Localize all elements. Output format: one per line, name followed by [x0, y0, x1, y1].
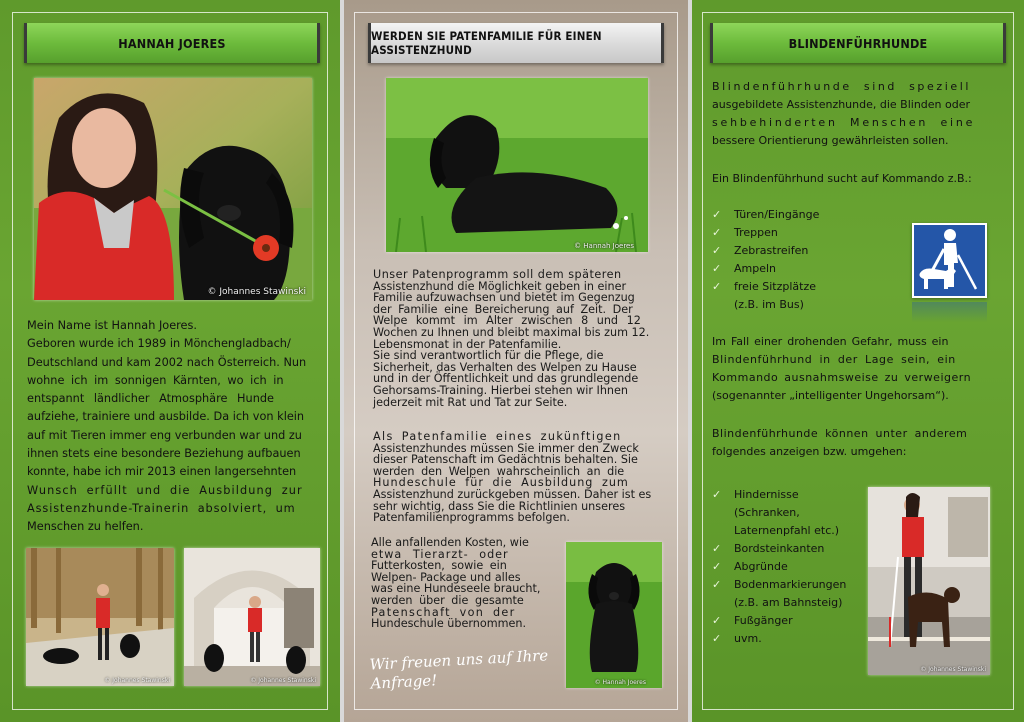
- text-line: Blindenführhunde sind speziell: [712, 80, 972, 93]
- check-icon: ✓: [712, 226, 722, 239]
- check-icon: ✓: [712, 280, 722, 293]
- panel-title: HANNAH JOERES: [24, 23, 320, 63]
- list-item-label: Laternenpfahl etc.): [734, 524, 840, 537]
- guide-dog-photo-illustration: [868, 487, 990, 675]
- text-line: werden über die gesamte: [371, 593, 524, 607]
- list-item-label: Hindernisse: [734, 488, 799, 501]
- text-line: Patenschaft von der: [371, 605, 516, 619]
- list-item: [712, 486, 872, 504]
- text-line: Sicherheit, das Verhalten des Welpen zu Hause: [373, 360, 637, 374]
- text-line: dieser Patenschaft im Gedächtnis behalten. Sie: [373, 453, 638, 467]
- list-item: [712, 260, 892, 278]
- photo-credit: © Johannes Stawinski: [250, 677, 316, 684]
- photo-archway-with-dogs: [184, 548, 320, 686]
- panel-blindenfuehrhunde: [692, 0, 1024, 722]
- text-line: Lebensmonat in der Patenfamilie.: [373, 337, 562, 351]
- photo-credit: © Hannah Joeres: [594, 679, 646, 686]
- text-line: und in der Öffentlichkeit und das grundlegende: [373, 372, 639, 386]
- walking-photo-illustration: [26, 548, 174, 686]
- text-line: (sogenannter „intelligenter Ungehorsam“).: [712, 389, 949, 402]
- list-item-label: Ampeln: [734, 262, 777, 275]
- list-item-label: Abgründe: [734, 560, 788, 573]
- list-item: [712, 630, 872, 648]
- text-line: der Familie eine Bereicherung auf Zeit. Der: [373, 302, 633, 316]
- list-item-continuation: [712, 504, 872, 522]
- text-line: sehbehinderten Menschen eine: [712, 116, 976, 129]
- danger-text: [712, 333, 998, 405]
- guide-dog-sign-icon: [912, 223, 987, 298]
- text-line: Als Patenfamilie eines zukünftigen: [373, 430, 622, 443]
- portrait-photo-illustration: [34, 78, 312, 300]
- bio-line: Mein Name ist Hannah Joeres.: [27, 319, 197, 332]
- list-item: [712, 278, 892, 296]
- text-line: sehr wichtig, dass Sie die Richtlinien unseres: [373, 499, 626, 513]
- check-icon: ✓: [712, 488, 722, 501]
- list-item-label: Türen/Eingänge: [734, 208, 820, 221]
- check-icon: ✓: [712, 244, 722, 257]
- list-item-label: Bordsteinkanten: [734, 542, 825, 555]
- closing-script-text: [369, 646, 550, 693]
- puppy-in-grass-photo: [386, 78, 648, 252]
- text-line: Welpen- Package und alles: [371, 570, 521, 584]
- list-item-continuation: [712, 296, 892, 314]
- guide-dog-pictogram: [914, 225, 985, 296]
- text-line: Futterkosten, sowie ein: [371, 559, 507, 573]
- text-line: Assistenzhund zurückgeben müssen. Daher ist es: [373, 487, 652, 501]
- obstacles-intro: [712, 425, 998, 461]
- check-icon: ✓: [712, 542, 722, 555]
- bio-line: ihnen stets eine besondere Beziehung aufbauen: [27, 447, 301, 461]
- text-line: Unser Patenprogramm soll dem späteren: [373, 268, 622, 281]
- photo-credit: © Johannes Stawinski: [207, 287, 306, 297]
- bio-line: Assistenzhunde-Trainerin absolviert, um: [27, 501, 296, 515]
- text-line: folgendes anzeigen bzw. umgehen:: [712, 445, 907, 458]
- text-line: Kommando ausnahmsweise zu verweigern: [712, 371, 972, 384]
- bio-line: auf mit Tieren immer eng verbunden war und zu: [27, 428, 302, 442]
- list-item-label: (z.B. am Bahnsteig): [734, 596, 843, 609]
- list-item: [712, 558, 872, 576]
- puppy-photo-illustration: [386, 78, 648, 252]
- check-icon: ✓: [712, 208, 722, 221]
- archway-photo-illustration: [184, 548, 320, 686]
- bio-line: Deutschland und kam 2002 nach Österreich. Nun: [27, 355, 307, 369]
- paragraph-kosten: [371, 537, 555, 630]
- list-item-continuation: [712, 522, 872, 540]
- text-line: Hundeschule für die Ausbildung zum: [373, 476, 629, 490]
- list-item-label: (z.B. im Bus): [734, 298, 804, 311]
- bio-line: konnte, habe ich mir 2013 einen langersehnten: [27, 465, 297, 479]
- text-line: werden den Welpen wahrscheinlich an die: [373, 464, 625, 478]
- bio-line: Wunsch erfüllt und die Ausbildung zur: [27, 483, 303, 497]
- bio-line: Menschen zu helfen.: [27, 520, 144, 534]
- commands-intro: Ein Blindenführhund sucht auf Kommando z.B.:: [712, 172, 972, 185]
- obstacles-list: [712, 486, 872, 648]
- bio-line: entspannt ländlicher Atmosphäre Hunde: [27, 392, 274, 406]
- text-line: etwa Tierarzt- oder: [371, 547, 509, 561]
- paragraph-patenfamilie: [373, 431, 659, 524]
- list-item-label: Bodenmarkierungen: [734, 578, 847, 591]
- list-item-label: freie Sitzplätze: [734, 280, 817, 293]
- photo-walking-with-dogs: [26, 548, 174, 686]
- list-item: [712, 612, 872, 630]
- panel-title: BLINDENFÜHRHUNDE: [710, 23, 1006, 63]
- list-item-label: Zebrastreifen: [734, 244, 809, 257]
- intro-text: [712, 78, 998, 150]
- text-line: Im Fall einer drohenden Gefahr, muss ein: [712, 335, 949, 348]
- check-icon: ✓: [712, 614, 722, 627]
- list-item: [712, 224, 892, 242]
- list-item-label: uvm.: [734, 632, 762, 645]
- sign-reflection: [912, 302, 987, 322]
- bio-line: Geboren wurde ich 1989 in Mönchengladbach/: [27, 337, 291, 351]
- list-item-label: Fußgänger: [734, 614, 793, 627]
- text-line: Alle anfallenden Kosten, wie: [371, 536, 529, 549]
- closing-line: Wir freuen uns auf Ihre: [369, 646, 549, 674]
- text-line: Hundeschule übernommen.: [371, 617, 527, 631]
- list-item: [712, 206, 892, 224]
- photo-credit: © Johannes Stawinski: [104, 677, 170, 684]
- commands-list: [712, 206, 892, 314]
- text-line: jederzeit mit Rat und Tat zur Seite.: [373, 395, 568, 409]
- list-item-continuation: [712, 594, 872, 612]
- text-line: Assistenzhund die Möglichkeit geben in einer: [373, 279, 627, 293]
- list-item: [712, 540, 872, 558]
- photo-credit: © Johannes Stawinski: [920, 666, 986, 673]
- bio-line: aufziehe, trainiere und ausbilde. Da ich von klein: [27, 410, 305, 424]
- text-line: Assistenzhundes müssen Sie immer den Zweck: [373, 441, 639, 455]
- text-line: Welpe kommt im Alter zwischen 8 und 12: [373, 314, 641, 328]
- puppy-sitting-illustration: [566, 542, 662, 688]
- text-line: Blindenführhund in der Lage sein, ein: [712, 353, 956, 366]
- text-line: Sie sind verantwortlich für die Pflege, die: [373, 349, 604, 363]
- text-line: Familie aufzuwachsen und bietet im Gegenzug: [373, 291, 635, 305]
- photo-credit: © Hannah Joeres: [574, 242, 634, 250]
- list-item: [712, 576, 872, 594]
- text-line: Wochen zu Ihnen und bleibt maximal bis zum 12.: [373, 325, 650, 339]
- paragraph-patenprogramm: [373, 269, 659, 408]
- closing-line: Anfrage!: [370, 671, 438, 693]
- puppy-sitting-photo: [566, 542, 662, 688]
- text-line: Gehorsams-Training. Hierbei stehen wir Ihnen: [373, 383, 628, 397]
- panel-title: WERDEN SIE PATENFAMILIE FÜR EINEN ASSISTENZHUND: [368, 23, 664, 63]
- text-line: Blindenführhunde können unter anderem: [712, 427, 968, 440]
- panel-patenfamilie: [344, 0, 688, 722]
- text-line: Patenfamilienprogramms befolgen.: [373, 511, 570, 525]
- text-line: was eine Hundeseele braucht,: [371, 582, 541, 596]
- bio-line: wohne ich im sonnigen Kärnten, wo ich in: [27, 373, 284, 387]
- list-item: [712, 242, 892, 260]
- bio-text: [27, 317, 319, 537]
- text-line: ausgebildete Assistenzhunde, die Blinden oder: [712, 98, 971, 111]
- list-item-label: Treppen: [734, 226, 778, 239]
- text-line: bessere Orientierung gewährleisten sollen.: [712, 134, 949, 147]
- portrait-photo-hannah-with-dog: [34, 78, 312, 300]
- check-icon: ✓: [712, 578, 722, 591]
- check-icon: ✓: [712, 262, 722, 275]
- list-item-label: (Schranken,: [734, 506, 800, 519]
- panel-hannah-joeres: [0, 0, 340, 722]
- check-icon: ✓: [712, 560, 722, 573]
- guide-dog-training-photo: [868, 487, 990, 675]
- check-icon: ✓: [712, 632, 722, 645]
